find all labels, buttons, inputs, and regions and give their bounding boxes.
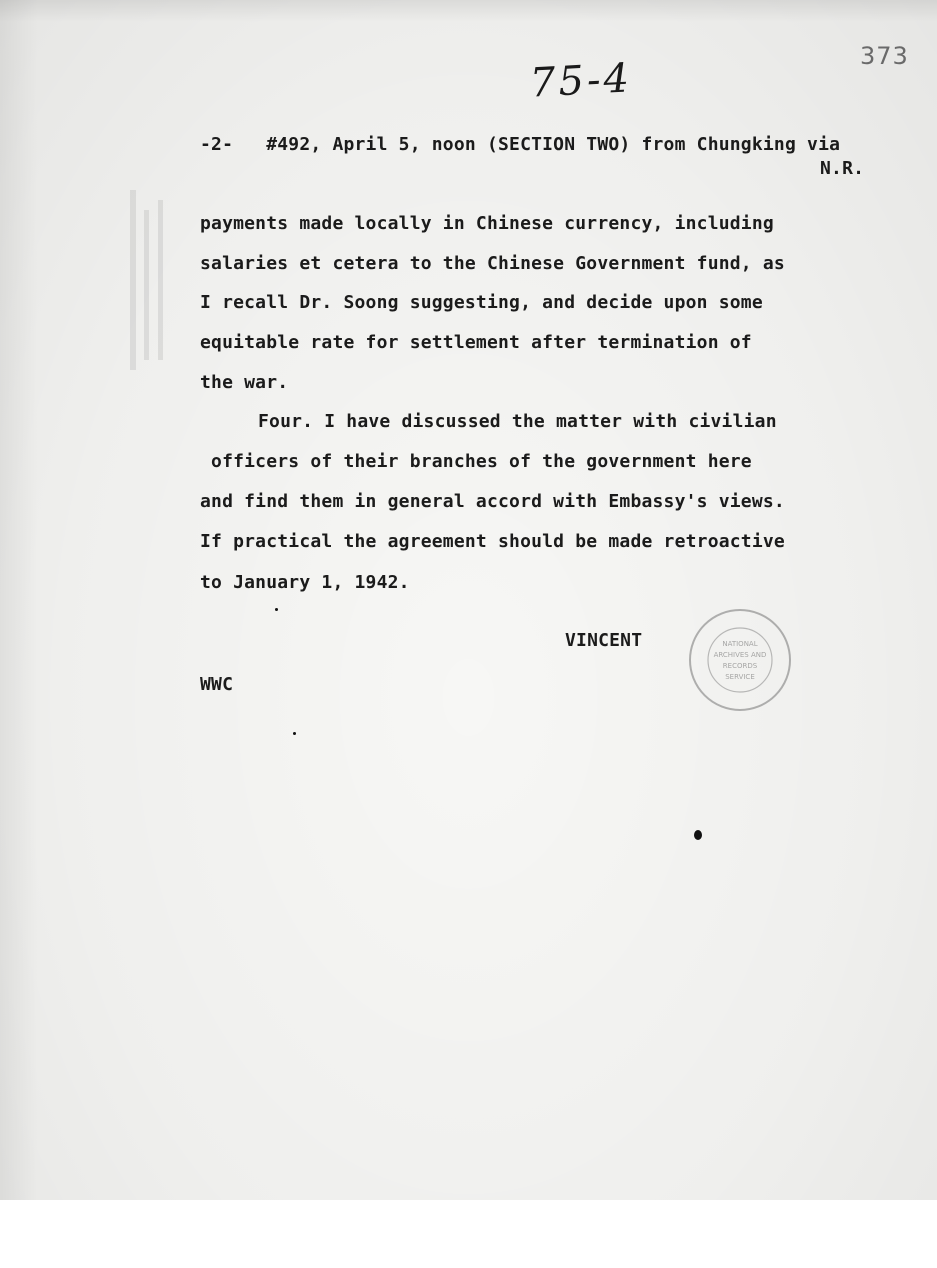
handwritten-reference: 75-4 <box>528 55 634 107</box>
stamp-text-line: ARCHIVES AND <box>713 651 767 659</box>
body-line: salaries et cetera to the Chinese Government fund, as <box>200 253 785 274</box>
telegram-header-routing: N.R. <box>820 158 865 179</box>
page-shadow-left <box>0 0 38 1268</box>
body-line: officers of their branches of the government here <box>200 451 752 472</box>
body-line: If practical the agreement should be made retroactive <box>200 531 785 552</box>
body-line: I recall Dr. Soong suggesting, and decide upon some <box>200 292 763 313</box>
stamp-text-line: NATIONAL <box>722 640 758 648</box>
signature: VINCENT <box>565 630 643 651</box>
body-line: Four. I have discussed the matter with civilian <box>258 411 777 432</box>
ink-speck <box>694 830 702 840</box>
ink-speck <box>275 608 278 611</box>
body-line: equitable rate for settlement after termination of <box>200 332 752 353</box>
page-number: 373 <box>860 42 909 70</box>
stamp-text-line: RECORDS <box>722 662 758 670</box>
page-shadow-top <box>0 0 937 22</box>
telegram-header: -2- #492, April 5, noon (SECTION TWO) from Chungking via <box>200 134 841 155</box>
body-line: the war. <box>200 372 289 393</box>
body-line: and find them in general accord with Embassy's views. <box>200 491 785 512</box>
stamp-text-line: SERVICE <box>725 673 755 681</box>
archive-seal-stamp <box>686 606 794 714</box>
bleed-through-marks <box>120 180 180 380</box>
ink-speck <box>293 732 296 735</box>
body-line: payments made locally in Chinese currency, including <box>200 213 774 234</box>
typist-initials: WWC <box>200 674 234 695</box>
body-line: to January 1, 1942. <box>200 572 410 593</box>
page-bottom-margin <box>0 1200 937 1268</box>
